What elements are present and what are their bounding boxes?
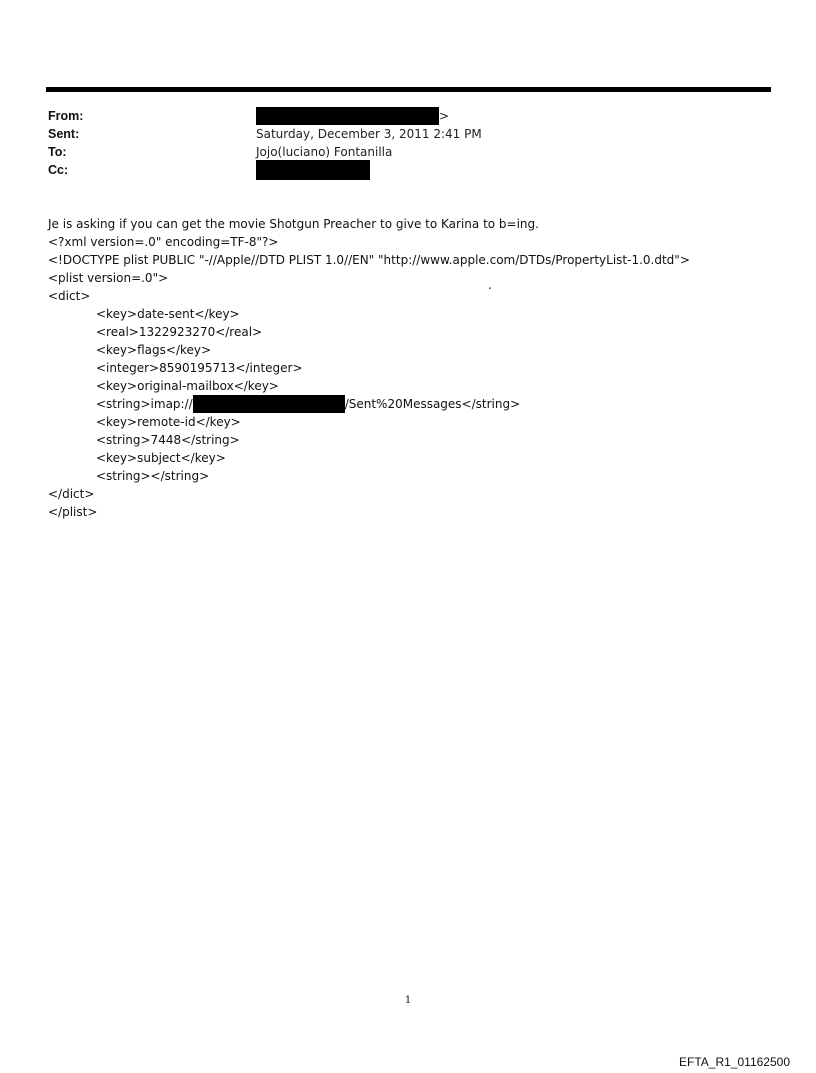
xml-declaration: <?xml version=.0" encoding=TF-8"?> [48, 235, 279, 249]
mailbox-string [48, 395, 690, 413]
doctype-line: <!DOCTYPE plist PUBLIC "-//Apple//DTD PLIST 1.0//EN" "http://www.apple.com/DTDs/PropertyList-1.0.dtd"> [48, 253, 690, 267]
mailbox-prefix: <string>imap:// [96, 397, 193, 411]
remote-id-value: <string>7448</string> [96, 433, 240, 447]
plist-close: </plist> [48, 505, 98, 519]
mailbox-suffix: /Sent%20Messages</string> [344, 397, 521, 411]
cc-label: Cc: [48, 163, 69, 177]
redaction-box [256, 160, 370, 180]
real-value: <real>1322923270</real> [96, 325, 263, 339]
body-intro: Je is asking if you can get the movie Shotgun Preacher to give to Karina to b=ing. [48, 217, 539, 231]
to-label: To: [48, 145, 67, 159]
sent-row [48, 125, 768, 143]
key-remote-id: <key>remote-id</key> [96, 415, 241, 429]
to-value: Jojo(luciano) Fontanilla [256, 145, 393, 159]
redaction-box [193, 395, 345, 413]
cc-row [48, 161, 768, 179]
from-value-suffix: > [439, 109, 450, 123]
plist-open: <plist version=.0"> [48, 271, 169, 285]
to-row [48, 143, 768, 161]
header-divider [46, 87, 771, 92]
key-subject: <key>subject</key> [96, 451, 226, 465]
key-flags: <key>flags</key> [96, 343, 212, 357]
stray-dot: . [488, 278, 492, 292]
page-number: 1 [404, 995, 412, 1006]
redaction-box [256, 107, 439, 125]
dict-close: </dict> [48, 487, 95, 501]
dict-open: <dict> [48, 289, 91, 303]
from-row [48, 107, 768, 125]
document-id: EFTA_R1_01162500 [679, 1055, 790, 1069]
email-body [48, 215, 690, 521]
from-value [256, 107, 449, 125]
cc-value [256, 161, 370, 180]
subject-value: <string></string> [96, 469, 210, 483]
sent-value: Saturday, December 3, 2011 2:41 PM [256, 127, 482, 141]
key-original-mailbox: <key>original-mailbox</key> [96, 379, 279, 393]
integer-value: <integer>8590195713</integer> [96, 361, 303, 375]
key-date-sent: <key>date-sent</key> [96, 307, 240, 321]
from-label: From: [48, 109, 84, 123]
sent-label: Sent: [48, 127, 80, 141]
